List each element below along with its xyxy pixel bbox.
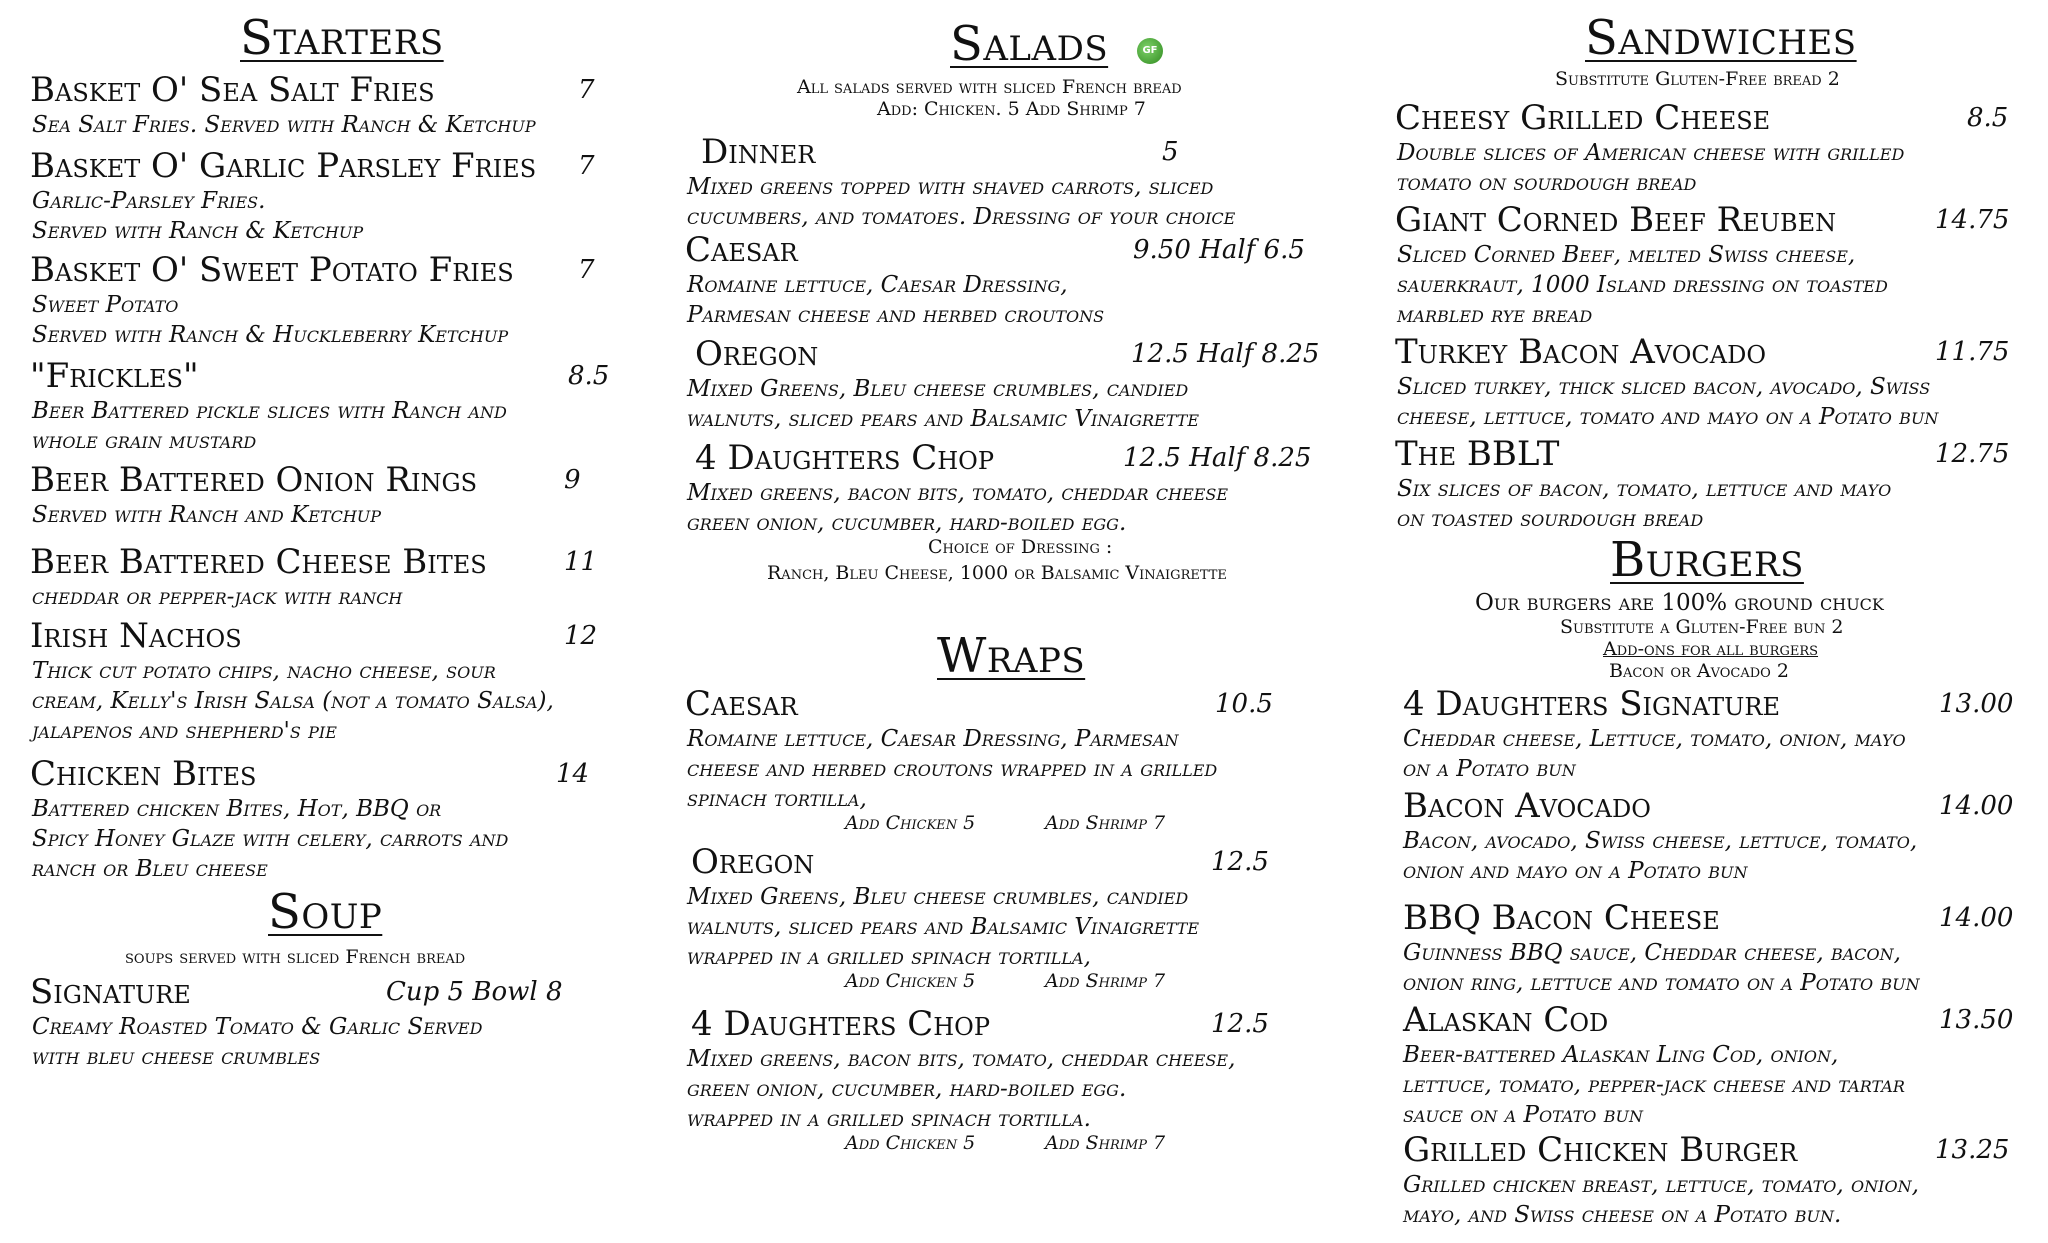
item-price: 13.00: [1939, 689, 2014, 719]
burger-item-signature: [1395, 684, 2040, 782]
item-name: Dinner: [701, 132, 816, 172]
item-name: Caesar: [685, 230, 798, 270]
item-name: Bacon Avocado: [1403, 786, 1651, 826]
item-price: 12.5 Half 8.25: [1131, 339, 1320, 369]
item-name: Basket O' Garlic Parsley Fries: [30, 146, 537, 186]
item-name: 4 Daughters Chop: [691, 1004, 990, 1044]
item-price: 14: [556, 759, 590, 789]
soup-note: soups served with sliced French bread: [125, 946, 466, 968]
item-name: BBQ Bacon Cheese: [1403, 898, 1720, 938]
column-sandwiches-burgers: [1395, 0, 2040, 1243]
burger-item-bacon-avocado: [1395, 786, 2040, 884]
salads-title: Salads: [950, 16, 1109, 72]
item-name: Turkey Bacon Avocado: [1395, 332, 1766, 372]
item-description: Romaine lettuce, Caesar Dressing, Parmesan cheese and herbed croutons wrapped in a grilled spinach tortilla,: [687, 726, 1218, 812]
salads-addon-note: Add: Chicken. 5 Add Shrimp 7: [877, 98, 1146, 120]
addon-shrimp: Add Shrimp 7: [1045, 1132, 1166, 1154]
item-name: Basket O' Sea Salt Fries: [30, 70, 435, 110]
addon-chicken: Add Chicken 5: [845, 970, 976, 992]
item-description: Mixed greens, bacon bits, tomato, cheddar cheese green onion, cucumber, hard-boiled egg.: [687, 480, 1229, 536]
item-price: 12.5: [1211, 1009, 1269, 1039]
item-name: Beer Battered Onion Rings: [30, 460, 478, 500]
item-name: The BBLT: [1395, 434, 1560, 474]
item-price: 12.75: [1935, 439, 2010, 469]
item-price: 9.50 Half 6.5: [1133, 235, 1305, 265]
soup-title: Soup: [268, 884, 383, 940]
burgers-addons-note: Bacon or Avocado 2: [1609, 660, 1789, 682]
addon-chicken: Add Chicken 5: [845, 1132, 976, 1154]
item-price: 10.5: [1215, 689, 1273, 719]
addon-shrimp: Add Shrimp 7: [1045, 970, 1166, 992]
burger-item-grilled-chicken: [1395, 1130, 2040, 1228]
starter-item-cheese-bites: [30, 542, 650, 610]
item-name: Beer Battered Cheese Bites: [30, 542, 487, 582]
item-price: 11.75: [1935, 337, 2010, 367]
item-name: Irish Nachos: [30, 616, 242, 656]
item-description: Double slices of American cheese with grilled tomato on sourdough bread: [1397, 140, 1905, 196]
salad-item-4-daughters-chop: [685, 438, 1350, 536]
burger-item-alaskan-cod: [1395, 1000, 2040, 1128]
starter-item-irish-nachos: [30, 616, 650, 744]
item-price: 7: [578, 75, 595, 105]
salad-item-dinner: [685, 132, 1350, 230]
addon-chicken: Add Chicken 5: [845, 812, 976, 834]
item-price: 8.5: [568, 361, 610, 391]
sandwich-item-reuben: [1395, 200, 2040, 328]
item-description: Battered chicken Bites, Hot, BBQ or Spicy Honey Glaze with celery, carrots and ranch or Bleu cheese: [32, 796, 509, 882]
sandwich-item-grilled-cheese: [1395, 98, 2040, 196]
item-price: 5: [1162, 137, 1179, 167]
salad-item-oregon: [685, 334, 1350, 432]
salads-note: All salads served with sliced French bread: [797, 76, 1182, 98]
burgers-gf-note: Substitute a Gluten-Free bun 2: [1560, 616, 1844, 638]
item-name: 4 Daughters Chop: [695, 438, 994, 478]
item-description: Sweet Potato Served with Ranch & Huckleberry Ketchup: [32, 292, 509, 348]
addon-shrimp: Add Shrimp 7: [1045, 812, 1166, 834]
column-starters-soup: [30, 0, 650, 1243]
item-price: 14.75: [1935, 205, 2010, 235]
item-price: 14.00: [1939, 903, 2014, 933]
salad-item-caesar: [685, 230, 1350, 328]
item-name: Giant Corned Beef Reuben: [1395, 200, 1837, 240]
item-description: Romaine lettuce, Caesar Dressing, Parmesan cheese and herbed croutons: [687, 272, 1105, 328]
gluten-free-clover-icon: GF: [1137, 38, 1163, 64]
starter-item-chicken-bites: [30, 754, 650, 882]
starter-item-frickles: [30, 356, 650, 454]
dressing-options: Ranch, Bleu Cheese, 1000 or Balsamic Vinaigrette: [767, 562, 1227, 584]
item-price: Cup 5 Bowl 8: [386, 977, 563, 1007]
item-description: Grilled chicken breast, lettuce, tomato, onion, mayo, and Swiss cheese on a Potato bun.: [1403, 1172, 1919, 1228]
item-price: 7: [578, 151, 595, 181]
item-price: 11: [564, 547, 598, 577]
item-name: 4 Daughters Signature: [1403, 684, 1780, 724]
sandwiches-title: Sandwiches: [1585, 10, 1857, 66]
soup-item-signature: [30, 972, 650, 1070]
starters-title: Starters: [240, 10, 444, 66]
item-description: Guinness BBQ sauce, Cheddar cheese, bacon, onion ring, lettuce and tomato on a Potato bun: [1403, 940, 1920, 996]
wrap-item-oregon: [685, 842, 1350, 992]
starter-item-onion-rings: [30, 460, 650, 528]
item-name: Grilled Chicken Burger: [1403, 1130, 1798, 1170]
item-description: Sliced Corned Beef, melted Swiss cheese, sauerkraut, 1000 Island dressing on toasted marbled rye bread: [1397, 242, 1888, 328]
item-description: Thick cut potato chips, nacho cheese, sour cream, Kelly's Irish Salsa (not a tomato Salsa), jalapenos and shepherd's pie: [32, 658, 554, 744]
item-description: Mixed greens, bacon bits, tomato, cheddar cheese, green onion, cucumber, hard-boiled egg. wrapped in a grilled spinach tortilla.: [687, 1046, 1236, 1132]
item-description: cheddar or pepper-jack with ranch: [32, 584, 403, 610]
item-name: Alaskan Cod: [1403, 1000, 1609, 1040]
item-description: Sliced turkey, thick sliced bacon, avocado, Swiss cheese, lettuce, tomato and mayo on a Potato bun: [1397, 374, 1939, 430]
sandwiches-note: Substitute Gluten-Free bread 2: [1555, 68, 1840, 90]
item-name: Signature: [30, 972, 191, 1012]
item-price: 14.00: [1939, 791, 2014, 821]
item-description: Served with Ranch and Ketchup: [32, 502, 382, 528]
item-price: 8.5: [1967, 103, 2009, 133]
burgers-note: Our burgers are 100% ground chuck: [1475, 590, 1884, 616]
item-description: Beer Battered pickle slices with Ranch and whole grain mustard: [32, 398, 507, 454]
item-price: 12.5 Half 8.25: [1123, 443, 1312, 473]
item-description: Beer-battered Alaskan Ling Cod, onion, lettuce, tomato, pepper-jack cheese and tartar sauce on a Potato bun: [1403, 1042, 1905, 1128]
burger-item-bbq-bacon-cheese: [1395, 898, 2040, 996]
column-salads-wraps: [685, 0, 1350, 1243]
item-name: Oregon: [695, 334, 819, 374]
item-description: Creamy Roasted Tomato & Garlic Served with bleu cheese crumbles: [32, 1014, 483, 1070]
item-price: 12.5: [1211, 847, 1269, 877]
item-name: Oregon: [691, 842, 815, 882]
item-description: Garlic-Parsley Fries. Served with Ranch & Ketchup: [32, 188, 364, 244]
sandwich-item-turkey-bacon-avocado: [1395, 332, 2040, 430]
item-price: 13.50: [1939, 1005, 2014, 1035]
item-price: 7: [578, 255, 595, 285]
item-description: Six slices of bacon, tomato, lettuce and mayo on toasted sourdough bread: [1397, 476, 1892, 532]
wraps-title: Wraps: [937, 628, 1086, 684]
starter-item-garlic-parsley-fries: [30, 146, 650, 244]
item-name: Basket O' Sweet Potato Fries: [30, 250, 514, 290]
starter-item-sea-salt-fries: [30, 70, 650, 138]
item-description: Sea Salt Fries. Served with Ranch & Ketchup: [32, 112, 536, 138]
dressing-title: Choice of Dressing :: [928, 536, 1113, 558]
burgers-title: Burgers: [1610, 532, 1804, 588]
item-name: Chicken Bites: [30, 754, 257, 794]
item-description: Cheddar cheese, Lettuce, tomato, onion, mayo on a Potato bun: [1403, 726, 1906, 782]
item-price: 9: [564, 465, 581, 495]
item-description: Mixed greens topped with shaved carrots, sliced cucumbers, and tomatoes. Dressing of your choice: [687, 174, 1236, 230]
wrap-item-caesar: [685, 684, 1350, 834]
burgers-addons-heading: Add-ons for all burgers: [1603, 638, 1819, 660]
wrap-item-4-daughters-chop: [685, 1004, 1350, 1154]
item-description: Mixed Greens, Bleu cheese crumbles, candied walnuts, sliced pears and Balsamic Vinaigrette: [687, 376, 1200, 432]
item-price: 12: [564, 621, 598, 651]
item-price: 13.25: [1935, 1135, 2010, 1165]
starter-item-sweet-potato-fries: [30, 250, 650, 348]
sandwich-item-bblt: [1395, 434, 2040, 532]
item-name: Cheesy Grilled Cheese: [1395, 98, 1771, 138]
item-description: Mixed Greens, Bleu cheese crumbles, candied walnuts, sliced pears and Balsamic Vinaigrette wrapped in a grilled spinach tortilla,: [687, 884, 1200, 970]
item-name: "Frickles": [30, 356, 199, 396]
item-description: Bacon, avocado, Swiss cheese, lettuce, tomato, onion and mayo on a Potato bun: [1403, 828, 1918, 884]
item-name: Caesar: [685, 684, 798, 724]
